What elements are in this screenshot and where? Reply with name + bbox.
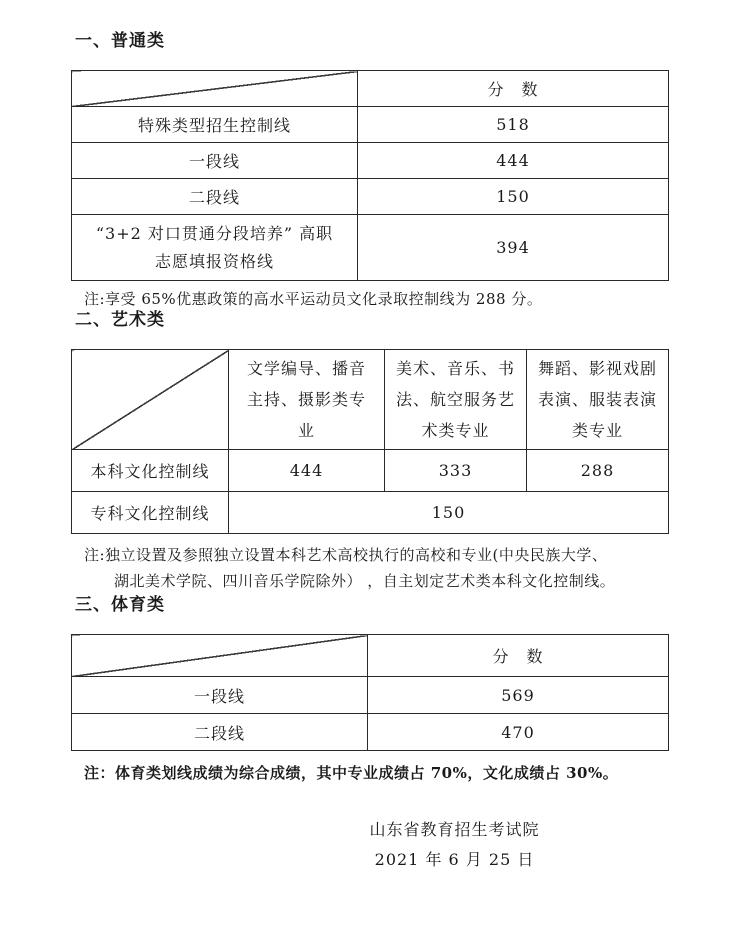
section-sports-heading: 三、体育类	[75, 595, 165, 615]
general-row-label	[72, 215, 358, 281]
sports-row-value: 470	[368, 714, 669, 751]
general-score-table	[71, 70, 669, 281]
issuer-name: 山东省教育招生考试院	[369, 820, 540, 839]
arts-row-value: 288	[527, 450, 669, 492]
general-note: 注:享受 65%优惠政策的高水平运动员文化录取控制线为 288 分。	[84, 290, 543, 308]
arts-score-table	[71, 349, 669, 534]
sports-score-column-header: 分 数	[368, 635, 669, 677]
arts-column-header: 美术、音乐、书法、航空服务艺术类专业	[385, 350, 527, 450]
general-row-value: 444	[358, 143, 669, 179]
general-row-value: 518	[358, 107, 669, 143]
document-content	[71, 30, 668, 875]
table-row	[72, 107, 669, 143]
general-row-label: 一段线	[72, 143, 358, 179]
arts-note-line-1: 注:独立设置及参照独立设置本科艺术高校执行的高校和专业(中央民族大学、	[84, 546, 608, 564]
general-row-value: 394	[358, 215, 669, 281]
arts-column-header: 舞蹈、影视戏剧表演、服装表演类专业	[527, 350, 669, 450]
general-score-column-header: 分 数	[358, 71, 669, 107]
table-row	[72, 492, 669, 534]
section-arts-heading: 二、艺术类	[75, 310, 165, 330]
sports-row-label: 一段线	[72, 677, 368, 714]
signature-inner	[241, 815, 668, 875]
table-row	[72, 179, 669, 215]
general-row-label: 二段线	[72, 179, 358, 215]
arts-diagonal-header-cell	[72, 350, 229, 450]
sports-row-value: 569	[368, 677, 669, 714]
general-row-value: 150	[358, 179, 669, 215]
issue-date: 2021 年 6 月 25 日	[374, 850, 535, 869]
arts-note	[84, 542, 668, 594]
label-line-1: “3+2 对口贯通分段培养” 高职	[95, 223, 334, 243]
sports-diagonal-header-cell	[72, 635, 368, 677]
table-row	[72, 143, 669, 179]
table-row	[72, 450, 669, 492]
arts-row-value: 333	[385, 450, 527, 492]
table-row	[72, 215, 669, 281]
arts-column-header: 文学编导、播音主持、摄影类专业	[229, 350, 385, 450]
arts-row-value: 444	[229, 450, 385, 492]
table-row	[72, 714, 669, 751]
sports-note: 注：体育类划线成绩为综合成绩，其中专业成绩占 70%，文化成绩占 30%。	[84, 764, 619, 782]
general-diagonal-header-cell	[72, 71, 358, 107]
section-general-heading: 一、普通类	[75, 31, 165, 51]
arts-row-value-merged: 150	[229, 492, 669, 534]
table-row	[72, 677, 669, 714]
arts-row-label: 本科文化控制线	[72, 450, 229, 492]
label-line-2: 志愿填报资格线	[154, 251, 274, 271]
signature-block	[71, 815, 668, 875]
arts-note-line-2: 湖北美术学院、四川音乐学院除外） ，自主划定艺术类本科文化控制线。	[114, 572, 616, 590]
arts-row-label: 专科文化控制线	[72, 492, 229, 534]
sports-row-label: 二段线	[72, 714, 368, 751]
sports-score-table	[71, 634, 669, 751]
general-row-label: 特殊类型招生控制线	[72, 107, 358, 143]
